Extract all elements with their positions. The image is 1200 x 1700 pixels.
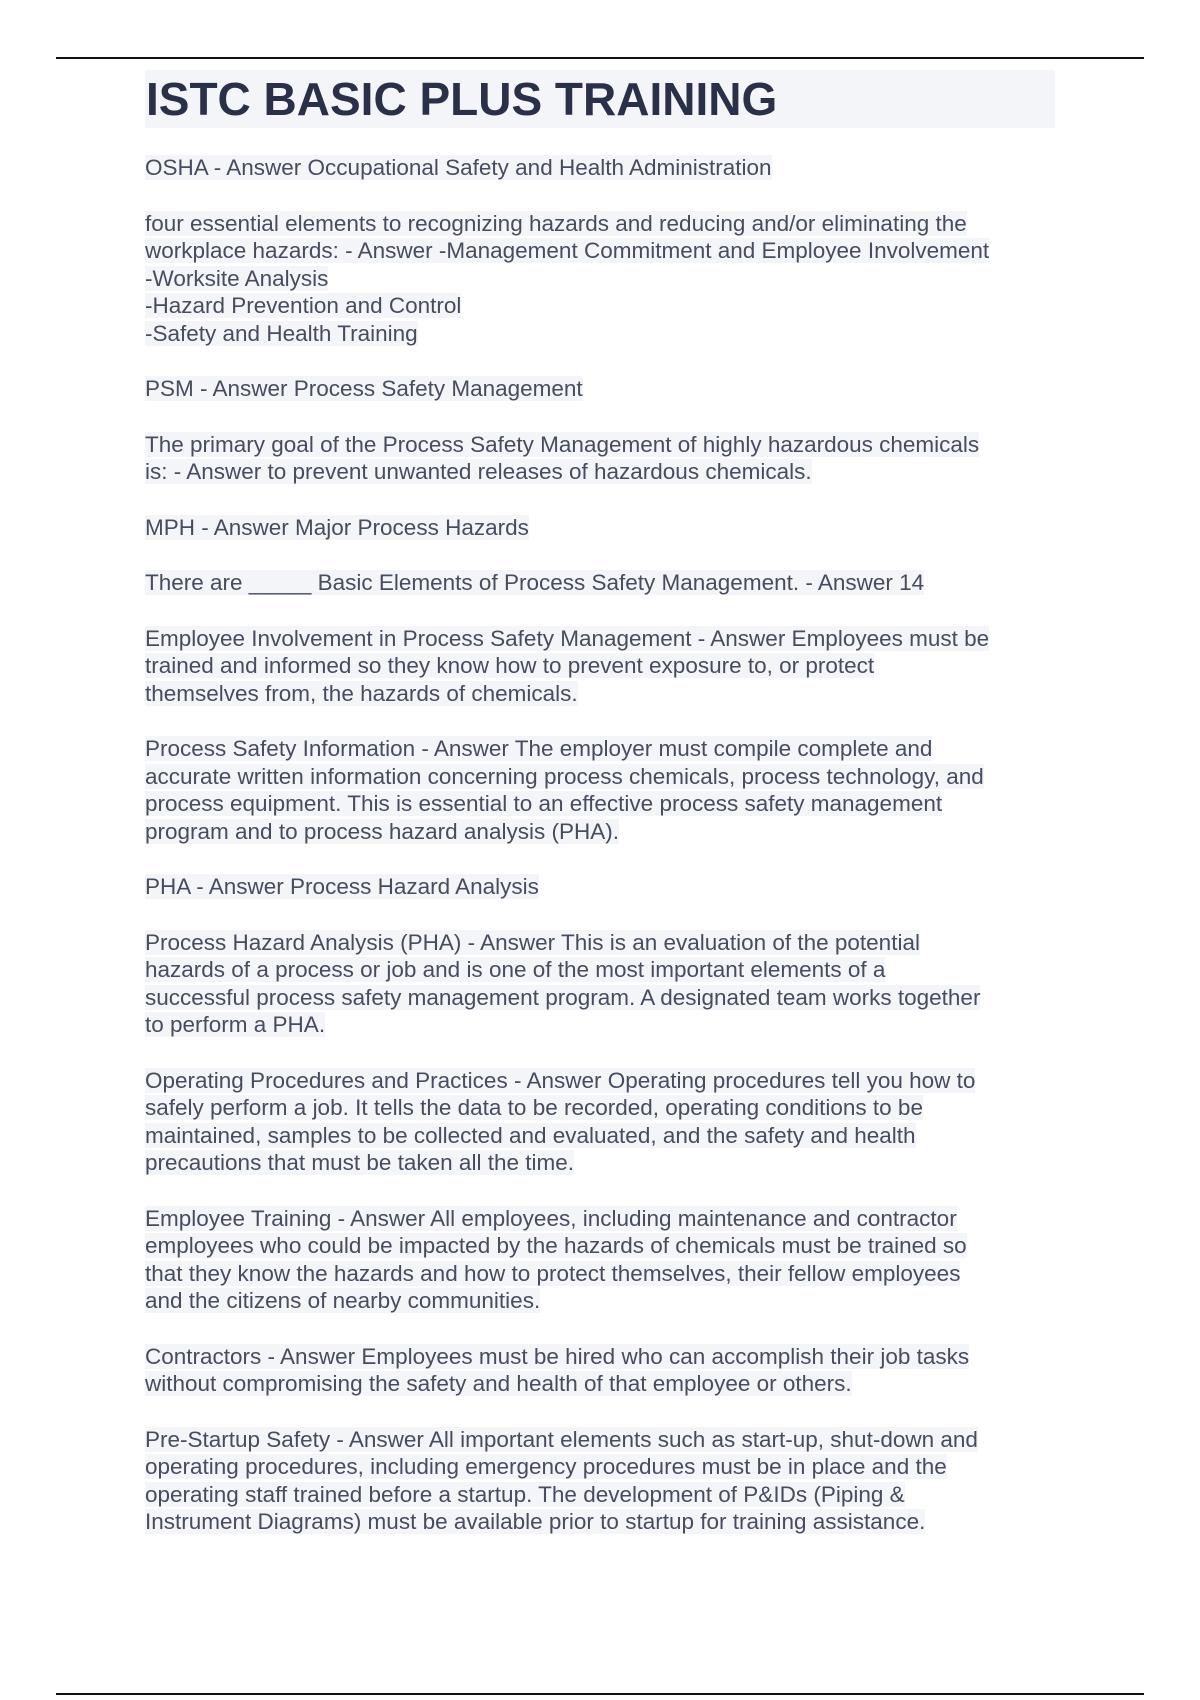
qa-entry: [145, 210, 1055, 348]
qa-line: operating procedures, including emergency procedures must be in place and the: [145, 1454, 947, 1479]
qa-entry: [145, 735, 1055, 845]
qa-line: workplace hazards: - Answer -Management Commitment and Employee Involvement: [145, 238, 990, 263]
qa-entry: [145, 873, 1055, 901]
qa-entry: [145, 569, 1055, 597]
qa-line: There are _____ Basic Elements of Process Safety Management. - Answer 14: [145, 570, 925, 595]
bottom-divider: [56, 1693, 1144, 1695]
qa-line: hazards of a process or job and is one of the most important elements of a: [145, 957, 886, 982]
top-divider: [56, 57, 1144, 59]
qa-line: to perform a PHA.: [145, 1012, 326, 1037]
qa-line: OSHA - Answer Occupational Safety and Health Administration: [145, 155, 772, 180]
qa-line: employees who could be impacted by the hazards of chemicals must be trained so: [145, 1233, 967, 1258]
qa-line: Instrument Diagrams) must be available prior to startup for training assistance.: [145, 1509, 926, 1534]
qa-line: Process Safety Information - Answer The employer must compile complete and: [145, 736, 933, 761]
qa-line: four essential elements to recognizing hazards and reducing and/or eliminating the: [145, 210, 967, 236]
qa-line: successful process safety management program. A designated team works together: [145, 984, 981, 1010]
qa-line: Employee Involvement in Process Safety Management - Answer Employees must be: [145, 625, 990, 651]
qa-entry: [145, 625, 1055, 708]
qa-entry: [145, 154, 1055, 182]
qa-entry: [145, 1205, 1055, 1315]
qa-line: Contractors - Answer Employees must be hired who can accomplish their job tasks: [145, 1343, 970, 1369]
qa-line: -Safety and Health Training: [145, 320, 418, 346]
qa-line: Employee Training - Answer All employees, including maintenance and contractor: [145, 1205, 957, 1231]
document-body: [145, 70, 1055, 1564]
qa-line: Pre-Startup Safety - Answer All important elements such as start-up, shut-down and: [145, 1426, 978, 1452]
qa-line: themselves from, the hazards of chemicals.: [145, 680, 578, 706]
qa-entry: [145, 1067, 1055, 1177]
qa-line: The primary goal of the Process Safety Management of highly hazardous chemicals: [145, 431, 980, 457]
qa-line: -Hazard Prevention and Control: [145, 293, 462, 318]
qa-line: MPH - Answer Major Process Hazards: [145, 514, 529, 540]
document-title: ISTC BASIC PLUS TRAINING: [145, 70, 1055, 128]
qa-line: and the citizens of nearby communities.: [145, 1288, 541, 1313]
qa-entry: [145, 375, 1055, 403]
qa-line: maintained, samples to be collected and evaluated, and the safety and health: [145, 1122, 916, 1148]
qa-entry: [145, 1343, 1055, 1398]
qa-line: is: - Answer to prevent unwanted releases of hazardous chemicals.: [145, 459, 812, 484]
qa-line: precautions that must be taken all the time.: [145, 1150, 574, 1175]
qa-line: accurate written information concerning process chemicals, process technology, and: [145, 763, 984, 789]
qa-line: that they know the hazards and how to protect themselves, their fellow employees: [145, 1260, 961, 1286]
qa-line: process equipment. This is essential to an effective process safety management: [145, 791, 943, 816]
qa-line: operating staff trained before a startup. The development of P&IDs (Piping &: [145, 1481, 905, 1507]
qa-line: PHA - Answer Process Hazard Analysis: [145, 874, 539, 899]
qa-line: PSM - Answer Process Safety Management: [145, 376, 583, 401]
qa-line: -Worksite Analysis: [145, 265, 329, 291]
qa-entry: [145, 1426, 1055, 1536]
qa-line: without compromising the safety and health of that employee or others.: [145, 1371, 852, 1396]
qa-line: Operating Procedures and Practices - Answer Operating procedures tell you how to: [145, 1067, 976, 1093]
qa-entry: [145, 431, 1055, 486]
qa-line: trained and informed so they know how to prevent exposure to, or protect: [145, 653, 875, 678]
qa-line: program and to process hazard analysis (PHA).: [145, 818, 619, 844]
qa-entry: [145, 929, 1055, 1039]
qa-entry: [145, 514, 1055, 542]
qa-line: Process Hazard Analysis (PHA) - Answer This is an evaluation of the potential: [145, 929, 920, 955]
qa-line: safely perform a job. It tells the data to be recorded, operating conditions to be: [145, 1095, 923, 1120]
